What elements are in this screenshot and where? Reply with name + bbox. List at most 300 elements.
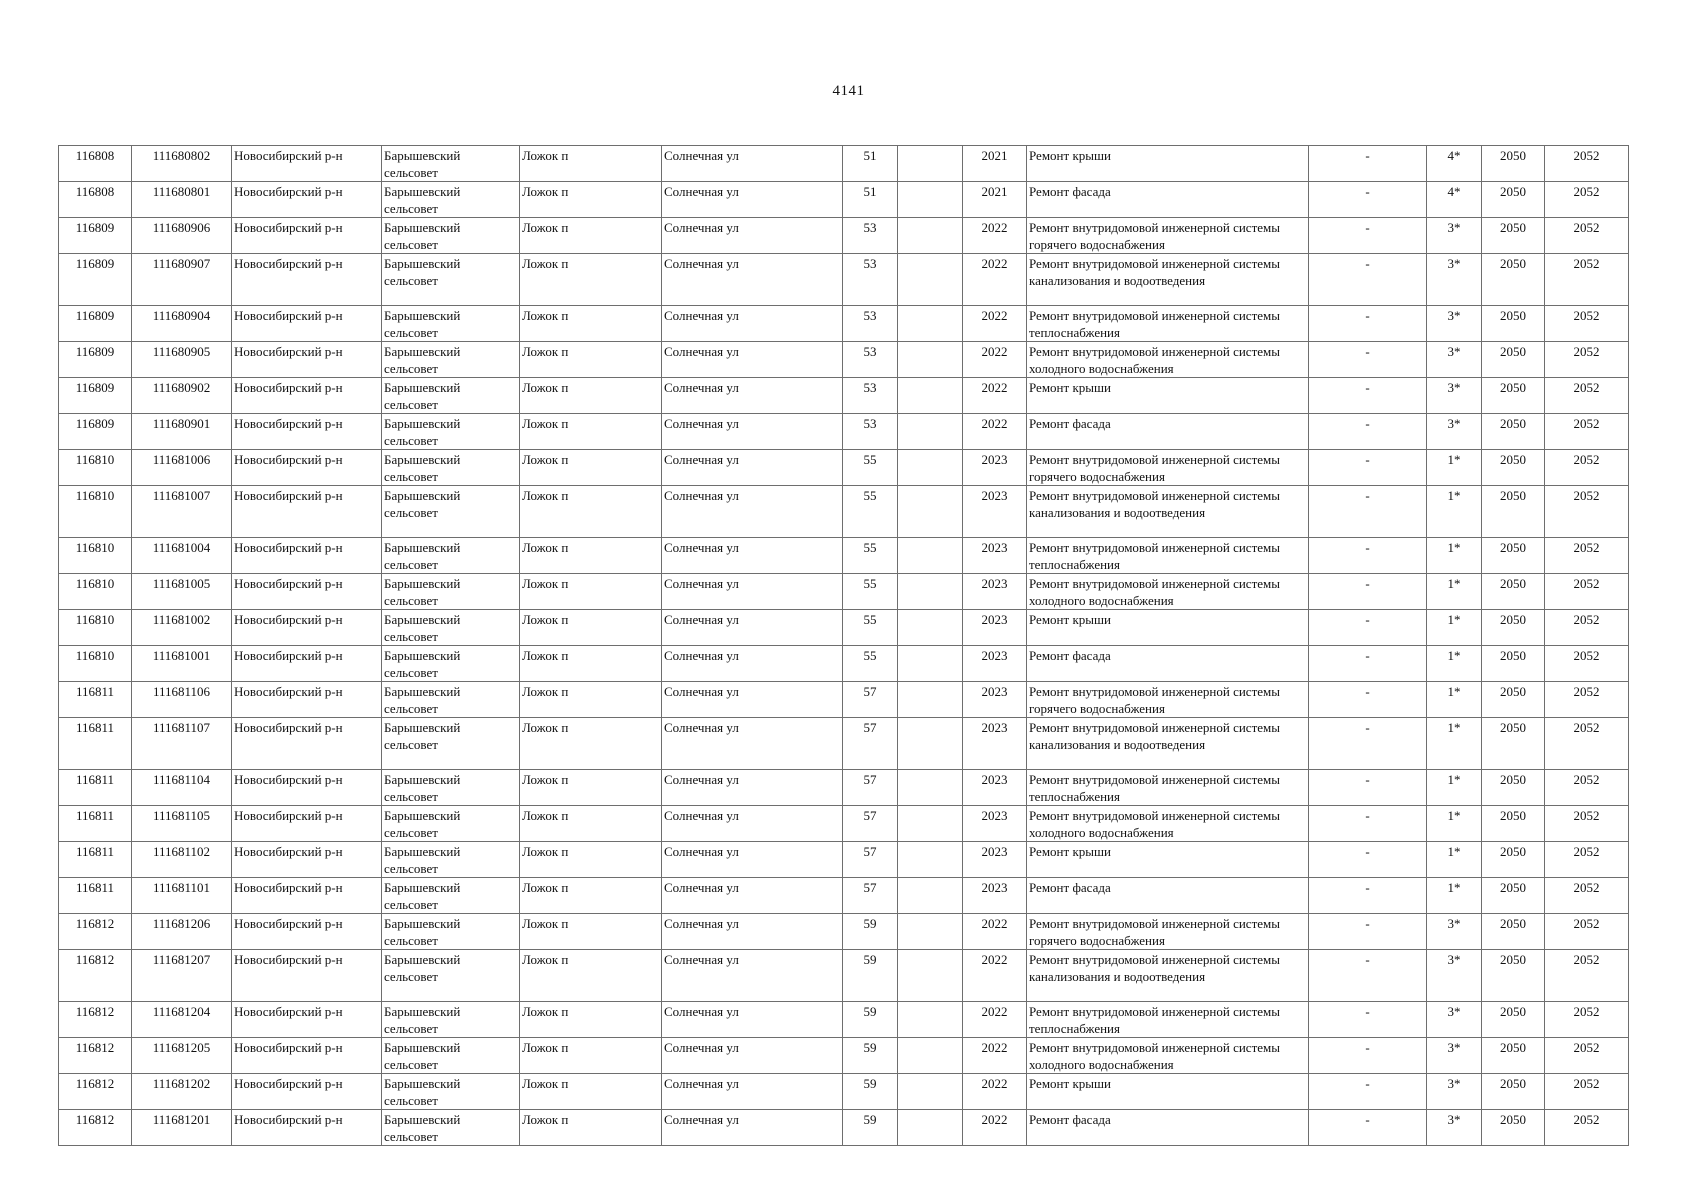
cell-building bbox=[898, 1110, 963, 1146]
cell-priority: 3* bbox=[1427, 914, 1482, 950]
cell-year-start: 2050 bbox=[1482, 450, 1545, 486]
cell-settlement: Ложок п bbox=[520, 718, 662, 770]
cell-district: Новосибирский р-н bbox=[232, 486, 382, 538]
cell-council: Барышевский сельсовет bbox=[382, 1002, 520, 1038]
cell-priority: 3* bbox=[1427, 306, 1482, 342]
cell-year: 2023 bbox=[963, 770, 1027, 806]
cell-year-end: 2052 bbox=[1545, 574, 1629, 610]
cell-work-type: Ремонт крыши bbox=[1027, 1074, 1309, 1110]
cell-settlement: Ложок п bbox=[520, 218, 662, 254]
cell-house-number: 57 bbox=[843, 842, 898, 878]
cell-year: 2023 bbox=[963, 646, 1027, 682]
cell-settlement: Ложок п bbox=[520, 682, 662, 718]
cell-work-type: Ремонт внутридомовой инженерной системы горячего водоснабжения bbox=[1027, 450, 1309, 486]
cell-dash: - bbox=[1309, 538, 1427, 574]
cell-dash: - bbox=[1309, 950, 1427, 1002]
cell-work-type: Ремонт внутридомовой инженерной системы теплоснабжения bbox=[1027, 1002, 1309, 1038]
cell-council: Барышевский сельсовет bbox=[382, 646, 520, 682]
cell-work-code: 111681102 bbox=[132, 842, 232, 878]
cell-council: Барышевский сельсовет bbox=[382, 682, 520, 718]
cell-work-code: 111680901 bbox=[132, 414, 232, 450]
cell-house-number: 53 bbox=[843, 414, 898, 450]
cell-street: Солнечная ул bbox=[662, 414, 843, 450]
cell-settlement: Ложок п bbox=[520, 574, 662, 610]
cell-dash: - bbox=[1309, 218, 1427, 254]
cell-street: Солнечная ул bbox=[662, 718, 843, 770]
cell-dash: - bbox=[1309, 806, 1427, 842]
cell-building bbox=[898, 806, 963, 842]
cell-year-end: 2052 bbox=[1545, 950, 1629, 1002]
cell-district: Новосибирский р-н bbox=[232, 1002, 382, 1038]
cell-work-code: 111681106 bbox=[132, 682, 232, 718]
cell-building bbox=[898, 538, 963, 574]
cell-work-code: 111680906 bbox=[132, 218, 232, 254]
cell-street: Солнечная ул bbox=[662, 574, 843, 610]
cell-building bbox=[898, 914, 963, 950]
cell-district: Новосибирский р-н bbox=[232, 1110, 382, 1146]
cell-work-code: 111680905 bbox=[132, 342, 232, 378]
cell-council: Барышевский сельсовет bbox=[382, 218, 520, 254]
cell-record-id: 116812 bbox=[59, 1110, 132, 1146]
cell-year: 2023 bbox=[963, 486, 1027, 538]
cell-year-start: 2050 bbox=[1482, 718, 1545, 770]
cell-council: Барышевский сельсовет bbox=[382, 254, 520, 306]
cell-street: Солнечная ул bbox=[662, 218, 843, 254]
cell-district: Новосибирский р-н bbox=[232, 450, 382, 486]
cell-work-type: Ремонт крыши bbox=[1027, 146, 1309, 182]
cell-dash: - bbox=[1309, 486, 1427, 538]
cell-district: Новосибирский р-н bbox=[232, 806, 382, 842]
cell-dash: - bbox=[1309, 1002, 1427, 1038]
cell-house-number: 53 bbox=[843, 218, 898, 254]
cell-year-end: 2052 bbox=[1545, 254, 1629, 306]
cell-council: Барышевский сельсовет bbox=[382, 378, 520, 414]
cell-street: Солнечная ул bbox=[662, 378, 843, 414]
cell-year-start: 2050 bbox=[1482, 806, 1545, 842]
cell-record-id: 116811 bbox=[59, 718, 132, 770]
cell-work-type: Ремонт внутридомовой инженерной системы канализования и водоотведения bbox=[1027, 950, 1309, 1002]
cell-work-type: Ремонт фасада bbox=[1027, 646, 1309, 682]
cell-building bbox=[898, 718, 963, 770]
cell-record-id: 116812 bbox=[59, 1002, 132, 1038]
cell-year: 2022 bbox=[963, 306, 1027, 342]
cell-work-code: 111681004 bbox=[132, 538, 232, 574]
cell-building bbox=[898, 218, 963, 254]
table-row bbox=[59, 1002, 1629, 1038]
cell-street: Солнечная ул bbox=[662, 770, 843, 806]
cell-council: Барышевский сельсовет bbox=[382, 414, 520, 450]
cell-year: 2023 bbox=[963, 842, 1027, 878]
cell-priority: 1* bbox=[1427, 842, 1482, 878]
cell-year-end: 2052 bbox=[1545, 610, 1629, 646]
cell-year: 2022 bbox=[963, 342, 1027, 378]
cell-house-number: 57 bbox=[843, 770, 898, 806]
cell-work-type: Ремонт фасада bbox=[1027, 414, 1309, 450]
cell-year-start: 2050 bbox=[1482, 610, 1545, 646]
cell-district: Новосибирский р-н bbox=[232, 182, 382, 218]
cell-council: Барышевский сельсовет bbox=[382, 306, 520, 342]
cell-work-code: 111681201 bbox=[132, 1110, 232, 1146]
cell-work-type: Ремонт внутридомовой инженерной системы горячего водоснабжения bbox=[1027, 914, 1309, 950]
cell-year-end: 2052 bbox=[1545, 878, 1629, 914]
cell-street: Солнечная ул bbox=[662, 450, 843, 486]
cell-priority: 3* bbox=[1427, 1110, 1482, 1146]
table-row bbox=[59, 486, 1629, 538]
table-row bbox=[59, 878, 1629, 914]
cell-priority: 1* bbox=[1427, 574, 1482, 610]
cell-settlement: Ложок п bbox=[520, 1074, 662, 1110]
cell-building bbox=[898, 342, 963, 378]
cell-settlement: Ложок п bbox=[520, 646, 662, 682]
cell-work-type: Ремонт внутридомовой инженерной системы канализования и водоотведения bbox=[1027, 254, 1309, 306]
cell-priority: 4* bbox=[1427, 182, 1482, 218]
cell-work-type: Ремонт внутридомовой инженерной системы холодного водоснабжения bbox=[1027, 574, 1309, 610]
cell-year-end: 2052 bbox=[1545, 538, 1629, 574]
cell-building bbox=[898, 950, 963, 1002]
cell-settlement: Ложок п bbox=[520, 486, 662, 538]
cell-record-id: 116809 bbox=[59, 378, 132, 414]
cell-record-id: 116808 bbox=[59, 182, 132, 218]
cell-year-start: 2050 bbox=[1482, 878, 1545, 914]
cell-work-code: 111681206 bbox=[132, 914, 232, 950]
cell-dash: - bbox=[1309, 574, 1427, 610]
cell-year-end: 2052 bbox=[1545, 1002, 1629, 1038]
cell-building bbox=[898, 182, 963, 218]
cell-year: 2023 bbox=[963, 610, 1027, 646]
cell-year-end: 2052 bbox=[1545, 914, 1629, 950]
cell-year-start: 2050 bbox=[1482, 414, 1545, 450]
cell-record-id: 116809 bbox=[59, 342, 132, 378]
cell-settlement: Ложок п bbox=[520, 878, 662, 914]
cell-work-type: Ремонт фасада bbox=[1027, 878, 1309, 914]
cell-work-code: 111681005 bbox=[132, 574, 232, 610]
cell-year: 2022 bbox=[963, 1110, 1027, 1146]
cell-street: Солнечная ул bbox=[662, 610, 843, 646]
cell-record-id: 116812 bbox=[59, 950, 132, 1002]
cell-year-start: 2050 bbox=[1482, 1074, 1545, 1110]
cell-year: 2022 bbox=[963, 378, 1027, 414]
cell-work-type: Ремонт внутридомовой инженерной системы горячего водоснабжения bbox=[1027, 682, 1309, 718]
cell-house-number: 53 bbox=[843, 378, 898, 414]
cell-dash: - bbox=[1309, 414, 1427, 450]
cell-district: Новосибирский р-н bbox=[232, 306, 382, 342]
cell-council: Барышевский сельсовет bbox=[382, 574, 520, 610]
cell-year: 2022 bbox=[963, 414, 1027, 450]
cell-work-code: 111681105 bbox=[132, 806, 232, 842]
cell-dash: - bbox=[1309, 450, 1427, 486]
cell-street: Солнечная ул bbox=[662, 682, 843, 718]
cell-work-type: Ремонт крыши bbox=[1027, 842, 1309, 878]
cell-house-number: 57 bbox=[843, 806, 898, 842]
cell-settlement: Ложок п bbox=[520, 950, 662, 1002]
cell-priority: 1* bbox=[1427, 486, 1482, 538]
table-row bbox=[59, 218, 1629, 254]
table-body bbox=[59, 146, 1629, 1146]
cell-year-end: 2052 bbox=[1545, 682, 1629, 718]
table-row bbox=[59, 646, 1629, 682]
cell-year: 2022 bbox=[963, 218, 1027, 254]
cell-work-type: Ремонт крыши bbox=[1027, 610, 1309, 646]
cell-building bbox=[898, 486, 963, 538]
cell-district: Новосибирский р-н bbox=[232, 610, 382, 646]
repair-schedule-table bbox=[58, 145, 1629, 1146]
table-row bbox=[59, 538, 1629, 574]
cell-priority: 3* bbox=[1427, 254, 1482, 306]
cell-year: 2022 bbox=[963, 254, 1027, 306]
cell-priority: 1* bbox=[1427, 610, 1482, 646]
repair-schedule-table-container bbox=[58, 145, 1628, 1146]
cell-council: Барышевский сельсовет bbox=[382, 950, 520, 1002]
cell-work-code: 111681007 bbox=[132, 486, 232, 538]
cell-work-code: 111681101 bbox=[132, 878, 232, 914]
cell-building bbox=[898, 646, 963, 682]
table-row bbox=[59, 306, 1629, 342]
table-row bbox=[59, 254, 1629, 306]
cell-house-number: 51 bbox=[843, 146, 898, 182]
cell-work-code: 111680801 bbox=[132, 182, 232, 218]
cell-year-start: 2050 bbox=[1482, 146, 1545, 182]
cell-work-code: 111681006 bbox=[132, 450, 232, 486]
cell-dash: - bbox=[1309, 1110, 1427, 1146]
cell-settlement: Ложок п bbox=[520, 770, 662, 806]
cell-district: Новосибирский р-н bbox=[232, 842, 382, 878]
cell-dash: - bbox=[1309, 342, 1427, 378]
cell-year-end: 2052 bbox=[1545, 842, 1629, 878]
cell-council: Барышевский сельсовет bbox=[382, 914, 520, 950]
cell-year-end: 2052 bbox=[1545, 414, 1629, 450]
cell-building bbox=[898, 1074, 963, 1110]
cell-priority: 1* bbox=[1427, 878, 1482, 914]
cell-dash: - bbox=[1309, 718, 1427, 770]
cell-house-number: 55 bbox=[843, 486, 898, 538]
cell-work-code: 111681204 bbox=[132, 1002, 232, 1038]
cell-record-id: 116812 bbox=[59, 1074, 132, 1110]
cell-district: Новосибирский р-н bbox=[232, 146, 382, 182]
table-row bbox=[59, 450, 1629, 486]
cell-district: Новосибирский р-н bbox=[232, 1074, 382, 1110]
cell-settlement: Ложок п bbox=[520, 414, 662, 450]
cell-year-start: 2050 bbox=[1482, 342, 1545, 378]
cell-year: 2022 bbox=[963, 1002, 1027, 1038]
cell-year-start: 2050 bbox=[1482, 914, 1545, 950]
cell-house-number: 59 bbox=[843, 1110, 898, 1146]
cell-dash: - bbox=[1309, 878, 1427, 914]
cell-dash: - bbox=[1309, 682, 1427, 718]
table-row bbox=[59, 378, 1629, 414]
cell-year-end: 2052 bbox=[1545, 146, 1629, 182]
table-row bbox=[59, 682, 1629, 718]
cell-year-end: 2052 bbox=[1545, 1110, 1629, 1146]
cell-district: Новосибирский р-н bbox=[232, 574, 382, 610]
cell-year-end: 2052 bbox=[1545, 486, 1629, 538]
cell-district: Новосибирский р-н bbox=[232, 1038, 382, 1074]
cell-house-number: 55 bbox=[843, 646, 898, 682]
cell-house-number: 59 bbox=[843, 1002, 898, 1038]
cell-settlement: Ложок п bbox=[520, 342, 662, 378]
cell-council: Барышевский сельсовет bbox=[382, 878, 520, 914]
cell-settlement: Ложок п bbox=[520, 182, 662, 218]
cell-priority: 1* bbox=[1427, 538, 1482, 574]
cell-year: 2023 bbox=[963, 574, 1027, 610]
cell-year-end: 2052 bbox=[1545, 182, 1629, 218]
cell-settlement: Ложок п bbox=[520, 1110, 662, 1146]
table-row bbox=[59, 414, 1629, 450]
cell-year-start: 2050 bbox=[1482, 486, 1545, 538]
table-row bbox=[59, 842, 1629, 878]
cell-dash: - bbox=[1309, 770, 1427, 806]
cell-year-end: 2052 bbox=[1545, 450, 1629, 486]
cell-work-code: 111681002 bbox=[132, 610, 232, 646]
cell-work-code: 111680802 bbox=[132, 146, 232, 182]
cell-record-id: 116810 bbox=[59, 646, 132, 682]
cell-priority: 4* bbox=[1427, 146, 1482, 182]
cell-year: 2023 bbox=[963, 878, 1027, 914]
cell-year: 2023 bbox=[963, 682, 1027, 718]
cell-work-code: 111681001 bbox=[132, 646, 232, 682]
cell-district: Новосибирский р-н bbox=[232, 342, 382, 378]
cell-house-number: 55 bbox=[843, 574, 898, 610]
cell-council: Барышевский сельсовет bbox=[382, 146, 520, 182]
cell-year: 2021 bbox=[963, 182, 1027, 218]
cell-year-start: 2050 bbox=[1482, 538, 1545, 574]
cell-work-type: Ремонт внутридомовой инженерной системы канализования и водоотведения bbox=[1027, 718, 1309, 770]
cell-settlement: Ложок п bbox=[520, 306, 662, 342]
cell-district: Новосибирский р-н bbox=[232, 378, 382, 414]
cell-year-end: 2052 bbox=[1545, 1038, 1629, 1074]
cell-house-number: 55 bbox=[843, 610, 898, 646]
cell-district: Новосибирский р-н bbox=[232, 878, 382, 914]
cell-street: Солнечная ул bbox=[662, 806, 843, 842]
cell-year-start: 2050 bbox=[1482, 646, 1545, 682]
cell-record-id: 116810 bbox=[59, 486, 132, 538]
table-row bbox=[59, 770, 1629, 806]
cell-record-id: 116811 bbox=[59, 682, 132, 718]
table-row bbox=[59, 718, 1629, 770]
cell-year-start: 2050 bbox=[1482, 378, 1545, 414]
cell-dash: - bbox=[1309, 378, 1427, 414]
cell-building bbox=[898, 1002, 963, 1038]
cell-work-type: Ремонт крыши bbox=[1027, 378, 1309, 414]
cell-settlement: Ложок п bbox=[520, 378, 662, 414]
cell-work-code: 111681107 bbox=[132, 718, 232, 770]
cell-priority: 3* bbox=[1427, 414, 1482, 450]
cell-year-end: 2052 bbox=[1545, 378, 1629, 414]
cell-street: Солнечная ул bbox=[662, 842, 843, 878]
cell-priority: 3* bbox=[1427, 1038, 1482, 1074]
cell-council: Барышевский сельсовет bbox=[382, 770, 520, 806]
cell-priority: 1* bbox=[1427, 806, 1482, 842]
cell-priority: 3* bbox=[1427, 1002, 1482, 1038]
cell-year: 2022 bbox=[963, 1038, 1027, 1074]
cell-house-number: 53 bbox=[843, 254, 898, 306]
table-row bbox=[59, 950, 1629, 1002]
cell-street: Солнечная ул bbox=[662, 538, 843, 574]
cell-house-number: 51 bbox=[843, 182, 898, 218]
cell-year-end: 2052 bbox=[1545, 718, 1629, 770]
cell-council: Барышевский сельсовет bbox=[382, 1038, 520, 1074]
cell-district: Новосибирский р-н bbox=[232, 950, 382, 1002]
cell-dash: - bbox=[1309, 610, 1427, 646]
cell-building bbox=[898, 414, 963, 450]
table-row bbox=[59, 610, 1629, 646]
cell-house-number: 53 bbox=[843, 306, 898, 342]
cell-house-number: 59 bbox=[843, 950, 898, 1002]
cell-record-id: 116808 bbox=[59, 146, 132, 182]
cell-street: Солнечная ул bbox=[662, 1110, 843, 1146]
cell-dash: - bbox=[1309, 254, 1427, 306]
cell-district: Новосибирский р-н bbox=[232, 682, 382, 718]
table-row bbox=[59, 1074, 1629, 1110]
table-row bbox=[59, 806, 1629, 842]
cell-work-type: Ремонт внутридомовой инженерной системы канализования и водоотведения bbox=[1027, 486, 1309, 538]
cell-record-id: 116811 bbox=[59, 878, 132, 914]
cell-work-type: Ремонт фасада bbox=[1027, 182, 1309, 218]
cell-street: Солнечная ул bbox=[662, 950, 843, 1002]
cell-work-type: Ремонт внутридомовой инженерной системы холодного водоснабжения bbox=[1027, 342, 1309, 378]
cell-year-end: 2052 bbox=[1545, 1074, 1629, 1110]
cell-settlement: Ложок п bbox=[520, 450, 662, 486]
cell-dash: - bbox=[1309, 306, 1427, 342]
cell-work-code: 111680902 bbox=[132, 378, 232, 414]
page-number: 4141 bbox=[832, 83, 865, 99]
cell-year: 2023 bbox=[963, 718, 1027, 770]
cell-work-type: Ремонт внутридомовой инженерной системы теплоснабжения bbox=[1027, 306, 1309, 342]
table-row bbox=[59, 342, 1629, 378]
cell-council: Барышевский сельсовет bbox=[382, 1110, 520, 1146]
cell-house-number: 55 bbox=[843, 450, 898, 486]
cell-building bbox=[898, 842, 963, 878]
cell-building bbox=[898, 682, 963, 718]
cell-council: Барышевский сельсовет bbox=[382, 1074, 520, 1110]
cell-record-id: 116809 bbox=[59, 306, 132, 342]
cell-council: Барышевский сельсовет bbox=[382, 718, 520, 770]
cell-year-end: 2052 bbox=[1545, 806, 1629, 842]
cell-record-id: 116810 bbox=[59, 450, 132, 486]
cell-work-type: Ремонт внутридомовой инженерной системы холодного водоснабжения bbox=[1027, 806, 1309, 842]
cell-work-type: Ремонт внутридомовой инженерной системы теплоснабжения bbox=[1027, 538, 1309, 574]
cell-building bbox=[898, 878, 963, 914]
cell-council: Барышевский сельсовет bbox=[382, 486, 520, 538]
cell-work-code: 111681207 bbox=[132, 950, 232, 1002]
cell-year-start: 2050 bbox=[1482, 574, 1545, 610]
cell-council: Барышевский сельсовет bbox=[382, 182, 520, 218]
table-row bbox=[59, 1110, 1629, 1146]
cell-house-number: 53 bbox=[843, 342, 898, 378]
cell-record-id: 116809 bbox=[59, 218, 132, 254]
table-row bbox=[59, 1038, 1629, 1074]
cell-settlement: Ложок п bbox=[520, 914, 662, 950]
cell-building bbox=[898, 450, 963, 486]
cell-council: Барышевский сельсовет bbox=[382, 342, 520, 378]
cell-street: Солнечная ул bbox=[662, 146, 843, 182]
cell-settlement: Ложок п bbox=[520, 842, 662, 878]
cell-priority: 1* bbox=[1427, 718, 1482, 770]
cell-building bbox=[898, 1038, 963, 1074]
cell-street: Солнечная ул bbox=[662, 878, 843, 914]
cell-year-end: 2052 bbox=[1545, 306, 1629, 342]
cell-priority: 1* bbox=[1427, 770, 1482, 806]
cell-dash: - bbox=[1309, 182, 1427, 218]
cell-building bbox=[898, 146, 963, 182]
cell-priority: 3* bbox=[1427, 950, 1482, 1002]
cell-work-type: Ремонт фасада bbox=[1027, 1110, 1309, 1146]
cell-year-start: 2050 bbox=[1482, 1002, 1545, 1038]
cell-district: Новосибирский р-н bbox=[232, 770, 382, 806]
cell-year-start: 2050 bbox=[1482, 306, 1545, 342]
cell-council: Барышевский сельсовет bbox=[382, 610, 520, 646]
cell-work-code: 111680904 bbox=[132, 306, 232, 342]
cell-year: 2021 bbox=[963, 146, 1027, 182]
